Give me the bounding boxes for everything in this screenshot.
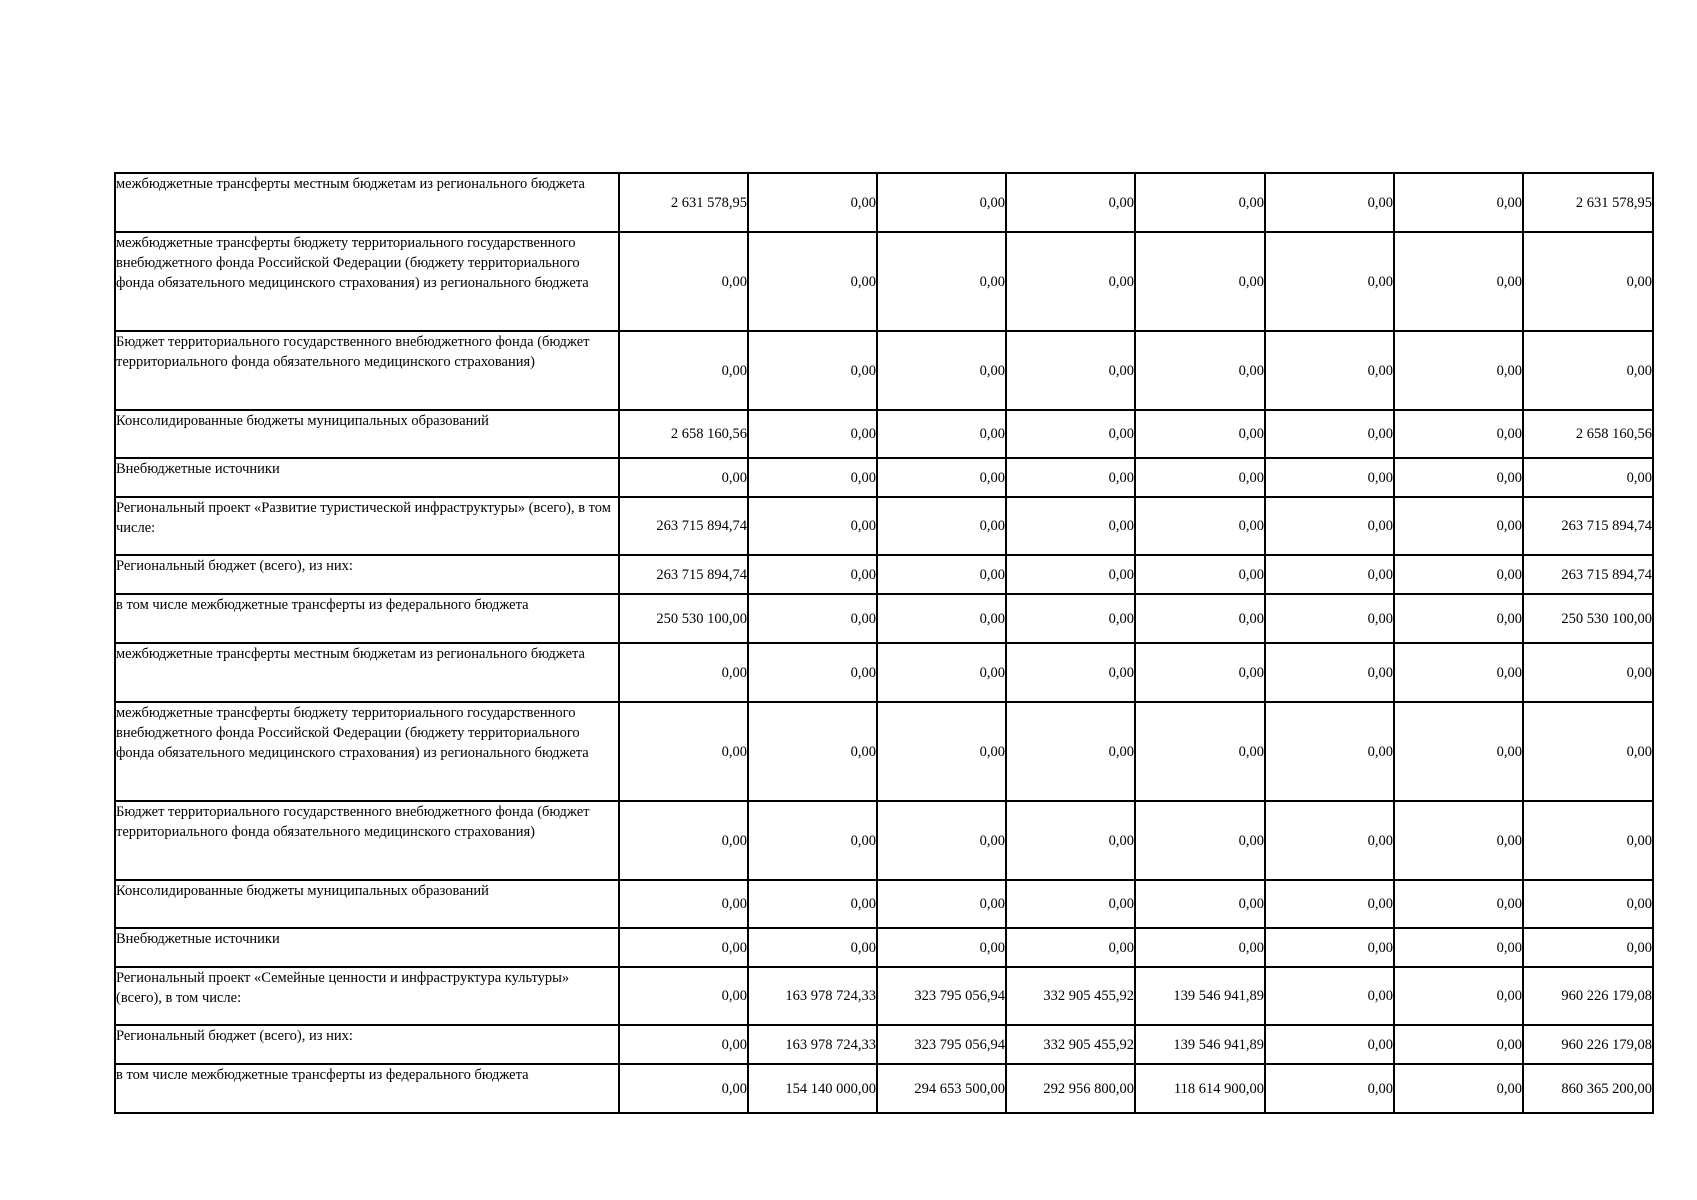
value-cell-7: 0,00 (1394, 702, 1523, 801)
table-row (115, 967, 1653, 1025)
value-cell-6: 0,00 (1265, 232, 1394, 331)
value-cell-1: 0,00 (619, 1025, 748, 1064)
value-cell-2: 163 978 724,33 (748, 967, 877, 1025)
table-row (115, 232, 1653, 331)
value-cell-5: 0,00 (1135, 880, 1265, 928)
value-cell-4: 332 905 455,92 (1006, 967, 1135, 1025)
value-cell-8: 960 226 179,08 (1523, 1025, 1653, 1064)
value-cell-8: 0,00 (1523, 643, 1653, 702)
value-cell-1: 250 530 100,00 (619, 594, 748, 643)
value-cell-4: 0,00 (1006, 928, 1135, 967)
value-cell-8: 0,00 (1523, 232, 1653, 331)
value-cell-6: 0,00 (1265, 967, 1394, 1025)
table-row (115, 928, 1653, 967)
value-cell-6: 0,00 (1265, 331, 1394, 410)
value-cell-3: 323 795 056,94 (877, 1025, 1006, 1064)
value-cell-3: 0,00 (877, 410, 1006, 458)
row-label: межбюджетные трансферты местным бюджетам из регионального бюджета (115, 643, 619, 702)
row-label: Бюджет территориального государственного внебюджетного фонда (бюджет территориального фонда обязательного медицинского страхования) (115, 801, 619, 880)
value-cell-8: 2 658 160,56 (1523, 410, 1653, 458)
value-cell-5: 0,00 (1135, 801, 1265, 880)
row-label: Бюджет территориального государственного внебюджетного фонда (бюджет территориального фонда обязательного медицинского страхования) (115, 331, 619, 410)
table-row (115, 702, 1653, 801)
value-cell-7: 0,00 (1394, 594, 1523, 643)
value-cell-6: 0,00 (1265, 880, 1394, 928)
value-cell-2: 163 978 724,33 (748, 1025, 877, 1064)
value-cell-1: 0,00 (619, 1064, 748, 1113)
value-cell-8: 0,00 (1523, 801, 1653, 880)
value-cell-2: 0,00 (748, 880, 877, 928)
value-cell-8: 960 226 179,08 (1523, 967, 1653, 1025)
value-cell-4: 0,00 (1006, 331, 1135, 410)
table-row (115, 1025, 1653, 1064)
value-cell-1: 0,00 (619, 967, 748, 1025)
row-label: Консолидированные бюджеты муниципальных образований (115, 410, 619, 458)
row-label: Консолидированные бюджеты муниципальных образований (115, 880, 619, 928)
value-cell-7: 0,00 (1394, 331, 1523, 410)
value-cell-8: 263 715 894,74 (1523, 555, 1653, 594)
value-cell-6: 0,00 (1265, 928, 1394, 967)
table-body (115, 173, 1653, 1113)
value-cell-7: 0,00 (1394, 1025, 1523, 1064)
table-row (115, 555, 1653, 594)
table-row (115, 801, 1653, 880)
value-cell-2: 0,00 (748, 702, 877, 801)
value-cell-2: 0,00 (748, 232, 877, 331)
value-cell-2: 0,00 (748, 801, 877, 880)
value-cell-1: 2 631 578,95 (619, 173, 748, 232)
value-cell-4: 0,00 (1006, 643, 1135, 702)
value-cell-2: 0,00 (748, 643, 877, 702)
table-row (115, 880, 1653, 928)
value-cell-5: 0,00 (1135, 594, 1265, 643)
table-row (115, 643, 1653, 702)
value-cell-3: 0,00 (877, 801, 1006, 880)
value-cell-4: 0,00 (1006, 232, 1135, 331)
budget-table (114, 172, 1654, 1114)
value-cell-7: 0,00 (1394, 410, 1523, 458)
table-row (115, 331, 1653, 410)
row-label: в том числе межбюджетные трансферты из федерального бюджета (115, 594, 619, 643)
value-cell-2: 0,00 (748, 458, 877, 497)
table-row (115, 497, 1653, 555)
value-cell-1: 0,00 (619, 801, 748, 880)
row-label: межбюджетные трансферты бюджету территориального государственного внебюджетного фонда Российской Федерации (бюджету территориального фонда обязательного медицинского страхования) из регионального бюджета (115, 702, 619, 801)
row-label: Внебюджетные источники (115, 458, 619, 497)
value-cell-5: 0,00 (1135, 643, 1265, 702)
value-cell-5: 139 546 941,89 (1135, 967, 1265, 1025)
value-cell-1: 0,00 (619, 928, 748, 967)
value-cell-2: 0,00 (748, 928, 877, 967)
value-cell-2: 154 140 000,00 (748, 1064, 877, 1113)
value-cell-7: 0,00 (1394, 497, 1523, 555)
value-cell-4: 0,00 (1006, 173, 1135, 232)
value-cell-6: 0,00 (1265, 1025, 1394, 1064)
value-cell-3: 0,00 (877, 458, 1006, 497)
value-cell-8: 0,00 (1523, 880, 1653, 928)
value-cell-3: 0,00 (877, 555, 1006, 594)
value-cell-8: 0,00 (1523, 928, 1653, 967)
value-cell-3: 294 653 500,00 (877, 1064, 1006, 1113)
row-label: Региональный проект «Семейные ценности и инфраструктура культуры» (всего), в том числе: (115, 967, 619, 1025)
value-cell-1: 263 715 894,74 (619, 497, 748, 555)
value-cell-4: 0,00 (1006, 702, 1135, 801)
value-cell-5: 0,00 (1135, 331, 1265, 410)
value-cell-6: 0,00 (1265, 594, 1394, 643)
value-cell-3: 0,00 (877, 643, 1006, 702)
value-cell-7: 0,00 (1394, 458, 1523, 497)
value-cell-3: 0,00 (877, 331, 1006, 410)
value-cell-2: 0,00 (748, 331, 877, 410)
value-cell-8: 0,00 (1523, 331, 1653, 410)
value-cell-1: 263 715 894,74 (619, 555, 748, 594)
value-cell-5: 0,00 (1135, 458, 1265, 497)
table-row (115, 173, 1653, 232)
value-cell-3: 0,00 (877, 880, 1006, 928)
value-cell-7: 0,00 (1394, 880, 1523, 928)
value-cell-1: 0,00 (619, 232, 748, 331)
table-row (115, 594, 1653, 643)
value-cell-8: 250 530 100,00 (1523, 594, 1653, 643)
value-cell-3: 323 795 056,94 (877, 967, 1006, 1025)
value-cell-7: 0,00 (1394, 555, 1523, 594)
value-cell-1: 0,00 (619, 458, 748, 497)
value-cell-3: 0,00 (877, 232, 1006, 331)
value-cell-4: 0,00 (1006, 801, 1135, 880)
value-cell-5: 0,00 (1135, 497, 1265, 555)
value-cell-3: 0,00 (877, 497, 1006, 555)
value-cell-2: 0,00 (748, 594, 877, 643)
value-cell-7: 0,00 (1394, 1064, 1523, 1113)
value-cell-8: 860 365 200,00 (1523, 1064, 1653, 1113)
value-cell-1: 0,00 (619, 880, 748, 928)
value-cell-4: 0,00 (1006, 410, 1135, 458)
row-label: в том числе межбюджетные трансферты из федерального бюджета (115, 1064, 619, 1113)
value-cell-1: 2 658 160,56 (619, 410, 748, 458)
value-cell-1: 0,00 (619, 643, 748, 702)
table-row (115, 1064, 1653, 1113)
value-cell-6: 0,00 (1265, 801, 1394, 880)
value-cell-6: 0,00 (1265, 643, 1394, 702)
value-cell-8: 263 715 894,74 (1523, 497, 1653, 555)
value-cell-7: 0,00 (1394, 643, 1523, 702)
value-cell-7: 0,00 (1394, 928, 1523, 967)
value-cell-6: 0,00 (1265, 458, 1394, 497)
value-cell-2: 0,00 (748, 173, 877, 232)
value-cell-4: 0,00 (1006, 497, 1135, 555)
value-cell-5: 0,00 (1135, 410, 1265, 458)
value-cell-5: 0,00 (1135, 173, 1265, 232)
value-cell-7: 0,00 (1394, 232, 1523, 331)
value-cell-7: 0,00 (1394, 173, 1523, 232)
value-cell-5: 139 546 941,89 (1135, 1025, 1265, 1064)
value-cell-5: 118 614 900,00 (1135, 1064, 1265, 1113)
row-label: Региональный бюджет (всего), из них: (115, 555, 619, 594)
table-row (115, 458, 1653, 497)
value-cell-2: 0,00 (748, 555, 877, 594)
value-cell-7: 0,00 (1394, 801, 1523, 880)
value-cell-3: 0,00 (877, 702, 1006, 801)
value-cell-8: 2 631 578,95 (1523, 173, 1653, 232)
row-label: Внебюджетные источники (115, 928, 619, 967)
value-cell-6: 0,00 (1265, 702, 1394, 801)
value-cell-3: 0,00 (877, 173, 1006, 232)
value-cell-8: 0,00 (1523, 702, 1653, 801)
value-cell-5: 0,00 (1135, 232, 1265, 331)
row-label: межбюджетные трансферты местным бюджетам из регионального бюджета (115, 173, 619, 232)
value-cell-6: 0,00 (1265, 173, 1394, 232)
value-cell-5: 0,00 (1135, 702, 1265, 801)
value-cell-6: 0,00 (1265, 555, 1394, 594)
value-cell-3: 0,00 (877, 594, 1006, 643)
value-cell-4: 292 956 800,00 (1006, 1064, 1135, 1113)
value-cell-4: 0,00 (1006, 555, 1135, 594)
value-cell-5: 0,00 (1135, 555, 1265, 594)
value-cell-5: 0,00 (1135, 928, 1265, 967)
row-label: Региональный проект «Развитие туристической инфраструктуры» (всего), в том числе: (115, 497, 619, 555)
value-cell-4: 0,00 (1006, 880, 1135, 928)
value-cell-8: 0,00 (1523, 458, 1653, 497)
value-cell-2: 0,00 (748, 410, 877, 458)
value-cell-6: 0,00 (1265, 1064, 1394, 1113)
value-cell-4: 0,00 (1006, 594, 1135, 643)
row-label: Региональный бюджет (всего), из них: (115, 1025, 619, 1064)
value-cell-1: 0,00 (619, 702, 748, 801)
table-row (115, 410, 1653, 458)
value-cell-1: 0,00 (619, 331, 748, 410)
row-label: межбюджетные трансферты бюджету территориального государственного внебюджетного фонда Российской Федерации (бюджету территориального фонда обязательного медицинского страхования) из регионального бюджета (115, 232, 619, 331)
value-cell-3: 0,00 (877, 928, 1006, 967)
value-cell-4: 332 905 455,92 (1006, 1025, 1135, 1064)
value-cell-7: 0,00 (1394, 967, 1523, 1025)
value-cell-6: 0,00 (1265, 497, 1394, 555)
value-cell-2: 0,00 (748, 497, 877, 555)
value-cell-4: 0,00 (1006, 458, 1135, 497)
value-cell-6: 0,00 (1265, 410, 1394, 458)
